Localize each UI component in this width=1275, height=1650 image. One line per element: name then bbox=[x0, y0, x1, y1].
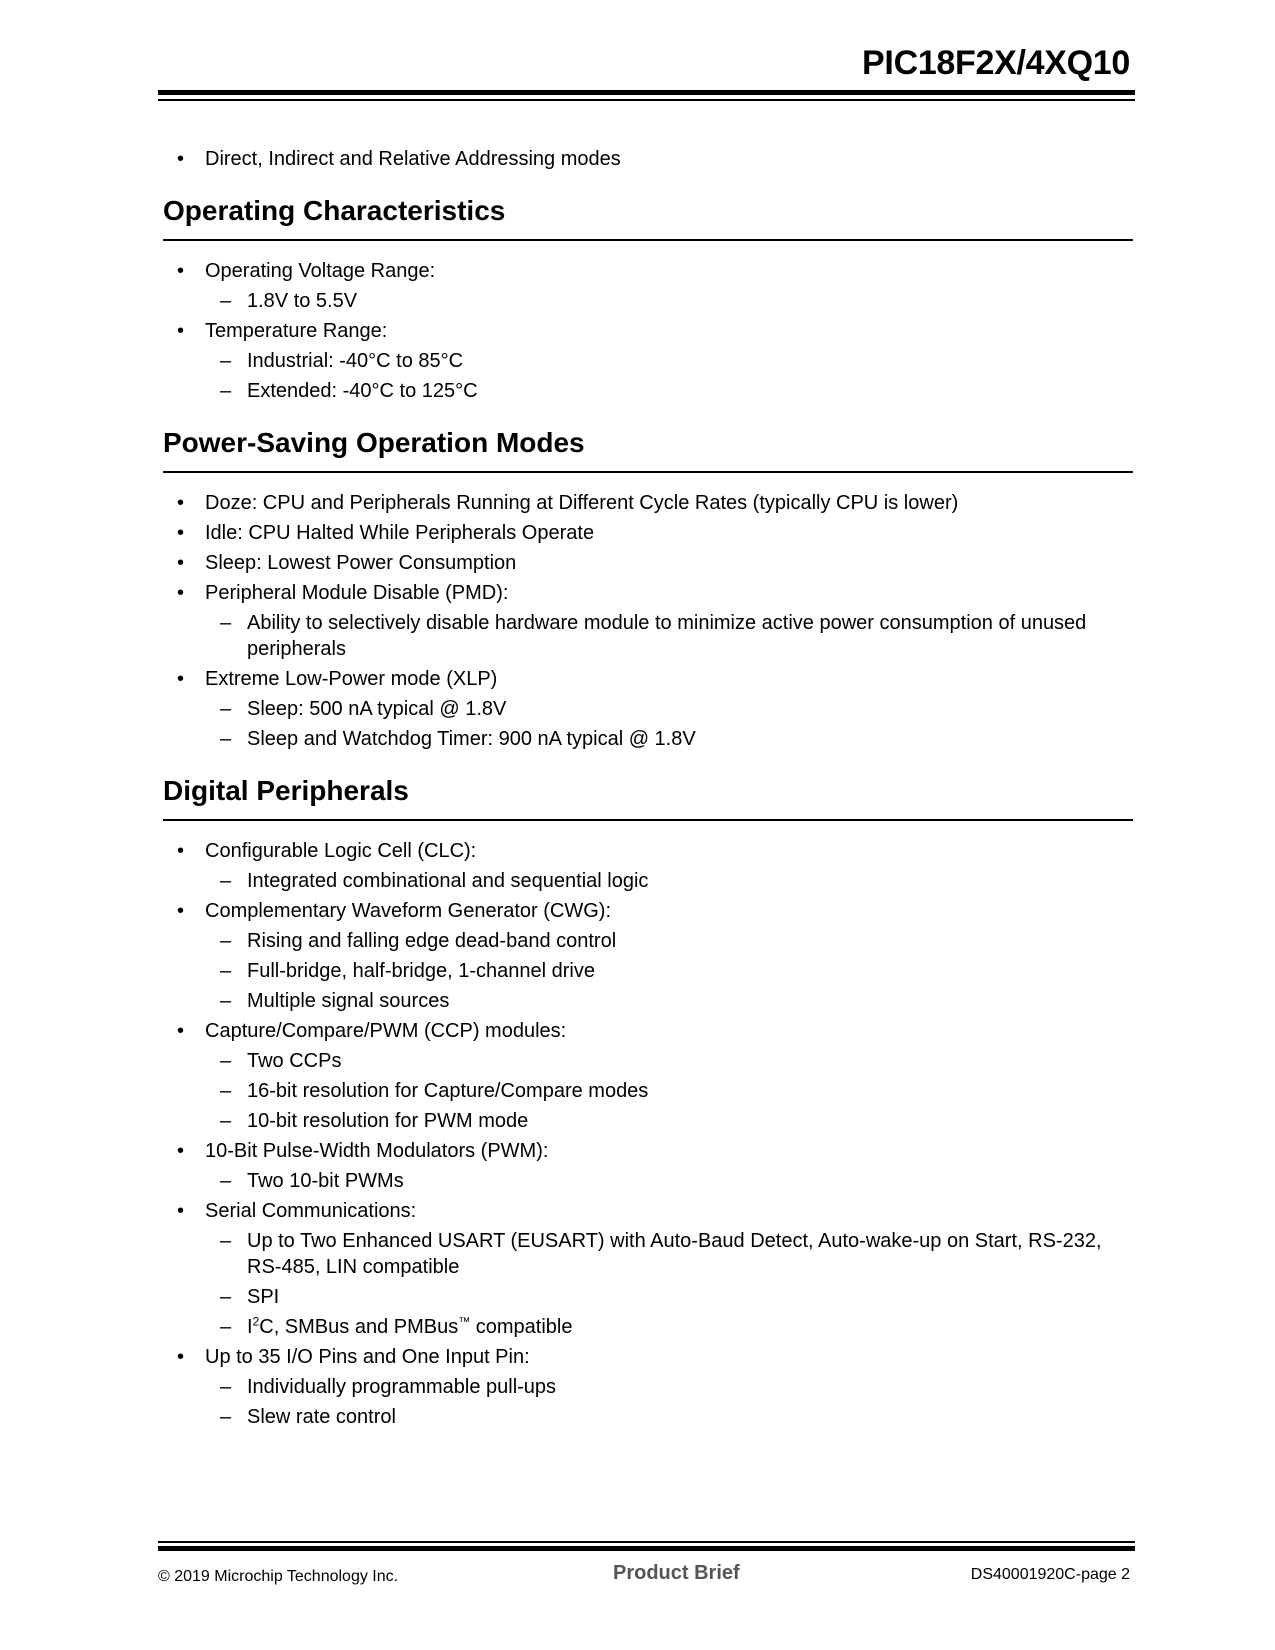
list-item-text: Serial Communications: bbox=[205, 1200, 417, 1222]
list-item-text: Configurable Logic Cell (CLC): bbox=[205, 840, 477, 862]
digital-peripherals-list bbox=[163, 838, 1133, 1430]
list-item bbox=[163, 898, 1133, 1014]
list-item-text: Temperature Range: bbox=[205, 320, 388, 342]
list-item-text: Up to 35 I/O Pins and One Input Pin: bbox=[205, 1346, 530, 1368]
list-item-text: Extreme Low-Power mode (XLP) bbox=[205, 668, 498, 690]
page-title: PIC18F2X/4XQ10 bbox=[862, 44, 1130, 82]
content-area bbox=[163, 146, 1133, 1434]
sub-list-item: – Up to Two Enhanced USART (EUSART) with Auto-Baud Detect, Auto-wake-up on Start, RS-232, RS-485, LIN compatible bbox=[205, 1228, 1133, 1280]
sub-list-item: – Rising and falling edge dead-band control bbox=[205, 928, 1133, 954]
i2c-mid: C, SMBus and PMBus bbox=[259, 1316, 459, 1338]
sub-list-item: – Sleep and Watchdog Timer: 900 nA typical @ 1.8V bbox=[205, 726, 1133, 752]
list-item: • Direct, Indirect and Relative Addressing modes bbox=[163, 146, 1133, 172]
list-item-text: 10-Bit Pulse-Width Modulators (PWM): bbox=[205, 1140, 549, 1162]
list-item bbox=[163, 1198, 1133, 1340]
footer-rule-thin bbox=[158, 1541, 1135, 1543]
sub-list-item: – Multiple signal sources bbox=[205, 988, 1133, 1014]
list-item-text: Peripheral Module Disable (PMD): bbox=[205, 582, 509, 604]
sub-list-item: – Two 10-bit PWMs bbox=[205, 1168, 1133, 1194]
list-item bbox=[163, 838, 1133, 894]
footer-product-brief: Product Brief bbox=[613, 1562, 740, 1584]
list-item: • Sleep: Lowest Power Consumption bbox=[163, 550, 1133, 576]
list-item: • Idle: CPU Halted While Peripherals Operate bbox=[163, 520, 1133, 546]
section-heading-operating-characteristics: Operating Characteristics bbox=[163, 194, 1133, 241]
sub-list-item: – Integrated combinational and sequential logic bbox=[205, 868, 1133, 894]
header-rule-thick bbox=[158, 90, 1135, 95]
list-item-text: Operating Voltage Range: bbox=[205, 260, 436, 282]
intro-list bbox=[163, 146, 1133, 172]
sub-list-item: – Slew rate control bbox=[205, 1404, 1133, 1430]
list-item: • Doze: CPU and Peripherals Running at Different Cycle Rates (typically CPU is lower) bbox=[163, 490, 1133, 516]
section-heading-digital-peripherals: Digital Peripherals bbox=[163, 774, 1133, 821]
power-saving-list bbox=[163, 490, 1133, 752]
list-item bbox=[163, 1018, 1133, 1134]
sub-list-item: – Individually programmable pull-ups bbox=[205, 1374, 1133, 1400]
sub-list-item-i2c bbox=[205, 1314, 1133, 1340]
list-item bbox=[163, 580, 1133, 662]
sub-list-item: – Extended: -40°C to 125°C bbox=[205, 378, 1133, 404]
footer-rule-thick bbox=[158, 1546, 1135, 1551]
i2c-prefix: I bbox=[247, 1316, 253, 1338]
sub-list-item: – 10-bit resolution for PWM mode bbox=[205, 1108, 1133, 1134]
list-item bbox=[163, 666, 1133, 752]
list-item bbox=[163, 1138, 1133, 1194]
sub-list-item: – 16-bit resolution for Capture/Compare modes bbox=[205, 1078, 1133, 1104]
trademark-symbol: ™ bbox=[458, 1314, 471, 1329]
i2c-superscript: 2 bbox=[252, 1314, 260, 1329]
sub-list-item: – Industrial: -40°C to 85°C bbox=[205, 348, 1133, 374]
i2c-suffix: compatible bbox=[470, 1316, 573, 1338]
list-item-text: Complementary Waveform Generator (CWG): bbox=[205, 900, 612, 922]
header-rule-thin bbox=[158, 99, 1135, 101]
list-item bbox=[163, 1344, 1133, 1430]
footer-page-number: DS40001920C-page 2 bbox=[970, 1566, 1130, 1583]
sub-list-item: – 1.8V to 5.5V bbox=[205, 288, 1133, 314]
list-item-text: Capture/Compare/PWM (CCP) modules: bbox=[205, 1020, 567, 1042]
list-item bbox=[163, 258, 1133, 314]
list-item bbox=[163, 318, 1133, 404]
sub-list-item: – Ability to selectively disable hardware module to minimize active power consumption of unused peripherals bbox=[205, 610, 1133, 662]
operating-characteristics-list bbox=[163, 258, 1133, 404]
footer-copyright: © 2019 Microchip Technology Inc. bbox=[158, 1568, 399, 1585]
sub-list-item: – Two CCPs bbox=[205, 1048, 1133, 1074]
sub-list-item: – SPI bbox=[205, 1284, 1133, 1310]
sub-list-item: – Sleep: 500 nA typical @ 1.8V bbox=[205, 696, 1133, 722]
section-heading-power-saving: Power-Saving Operation Modes bbox=[163, 426, 1133, 473]
sub-list-item: – Full-bridge, half-bridge, 1-channel drive bbox=[205, 958, 1133, 984]
